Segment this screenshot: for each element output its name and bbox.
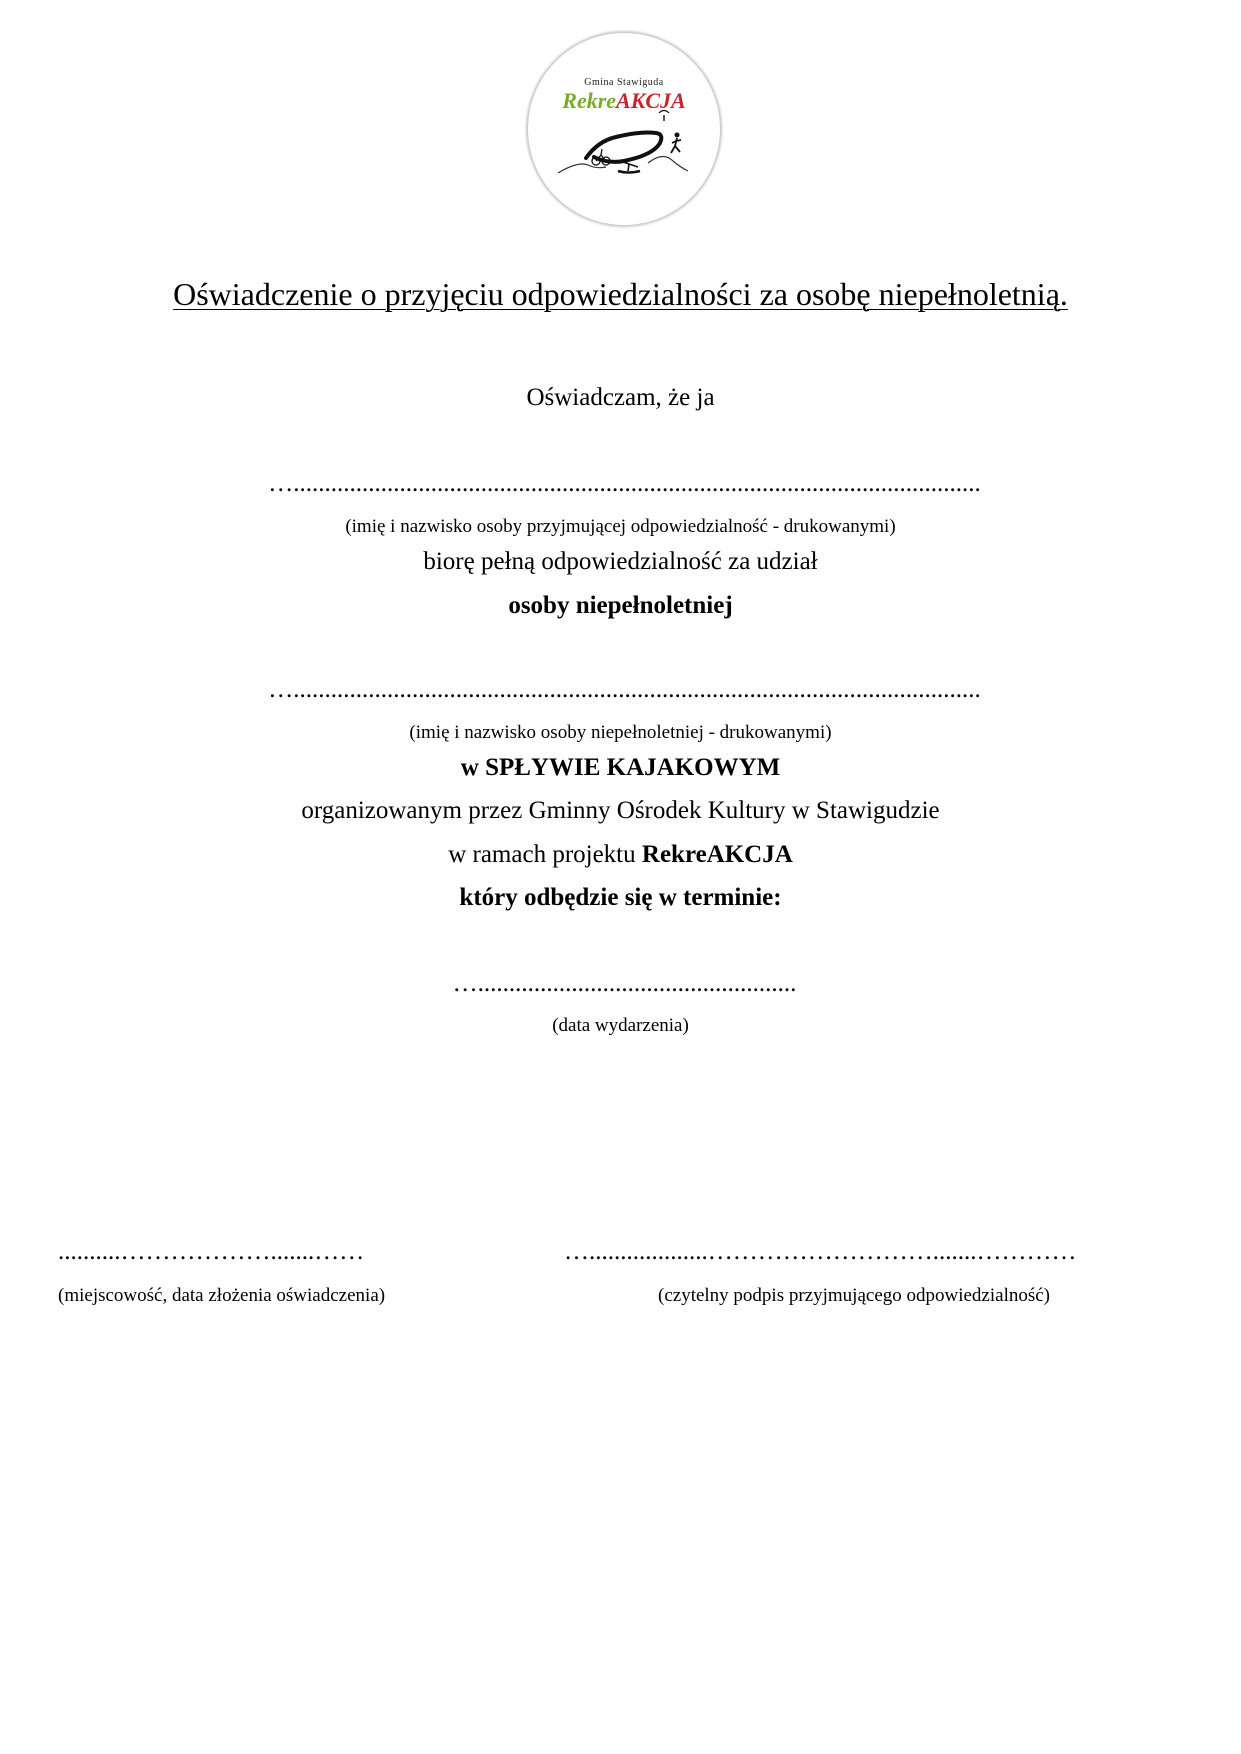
logo-runner-head (675, 133, 680, 138)
responsibility-text: biorę pełną odpowiedzialność za udział (423, 548, 818, 575)
signature-caption: (czytelny podpis przyjmującego odpowiedzialność) (658, 1285, 1051, 1306)
logo-top-text: Gmina Stawiguda (584, 77, 664, 88)
rekreakcja-logo (528, 33, 720, 225)
logo-kayak (618, 171, 640, 173)
document-title: Oświadczenie o przyjęciu odpowiedzialności za osobę niepełnoletnią. (173, 276, 1068, 312)
minor-label: osoby niepełnoletniej (508, 592, 733, 619)
event-date-caption: (data wydarzenia) (552, 1015, 689, 1036)
logo-runner (671, 138, 681, 153)
project-line (0, 841, 1241, 869)
term-text: który odbędzie się w terminie: (459, 884, 782, 911)
place-date-caption: (miejscowość, data złożenia oświadczenia) (58, 1285, 386, 1306)
place-date-field[interactable]: ..........……………….......…… (58, 1238, 365, 1265)
intro-text: Oświadczam, że ja (526, 384, 715, 411)
logo-graphic (528, 33, 720, 225)
svg-text:RekreAKCJA (561, 88, 685, 113)
logo-brand-part2: AKCJA (616, 88, 686, 113)
project-name: RekreAKCJA (641, 841, 793, 868)
signature-field[interactable]: …...................……………………….......………… (564, 1238, 1077, 1265)
logo-hills (558, 156, 688, 173)
guardian-name-caption: (imię i nazwisko osoby przyjmującej odpowiedzialność - drukowanymi) (345, 516, 896, 537)
minor-name-caption: (imię i nazwisko osoby niepełnoletniej - drukowanymi) (409, 722, 832, 743)
event-prefix: w (460, 754, 486, 781)
event-line (0, 754, 1241, 782)
event-name: SPŁYWIE KAJAKOWYM (485, 754, 781, 781)
event-date-field[interactable]: …................................................... (452, 970, 797, 997)
logo-kayaker (620, 161, 638, 171)
minor-name-field[interactable]: ….............................................................................................................. (268, 676, 981, 703)
guardian-name-field[interactable]: ….............................................................................................................. (268, 470, 981, 497)
project-prefix: w ramach projektu (448, 841, 642, 868)
organizer-text: organizowanym przez Gminny Ośrodek Kultury w Stawigudzie (301, 797, 940, 824)
logo-brand-part1: Rekre (562, 88, 617, 113)
